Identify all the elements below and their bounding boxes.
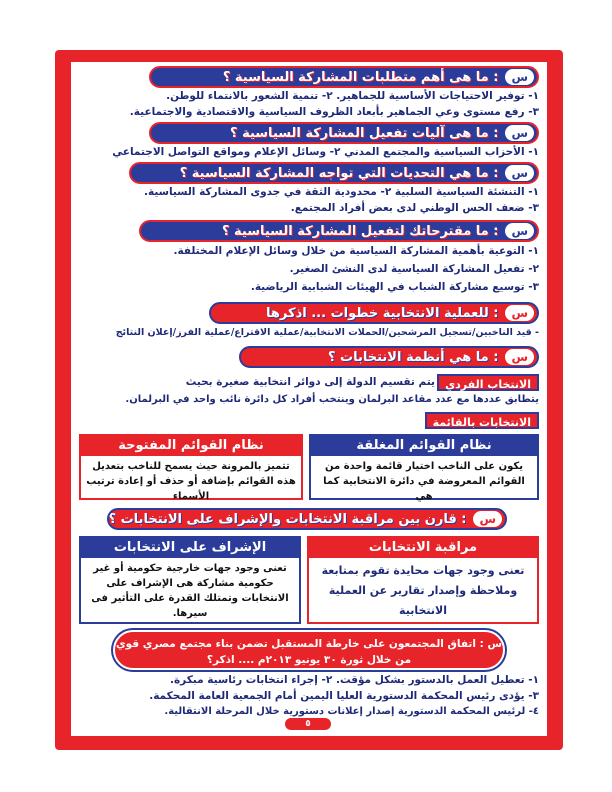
answer-line: ٤- لرئيس المحكمة الدستورية إصدار إعلانات دستورية خلال المرحلة الانتقالية. bbox=[164, 706, 539, 717]
question-text: : للعملية الانتخابية خطوات ... اذكرها bbox=[266, 305, 499, 321]
supervision-box bbox=[79, 536, 301, 624]
answer-line: - قيد الناخبين/تسجيل المرشحين/الحملات الانتخابية/عملية الاقتراع/عملية الفرز/إعلان النتائج bbox=[115, 327, 539, 338]
question-header-6 bbox=[239, 346, 539, 368]
answer-line: ١- التنشئة السياسية السلبية ٢- محدودية الثقة في جدوى المشاركة السياسية. bbox=[143, 186, 539, 198]
answer-line: ٣- رفع مستوى وعي الجماهير بأبعاد الظروف السياسية والاقتصادية والاجتماعية. bbox=[129, 106, 539, 118]
answer-line: ٣- توسيع مشاركة الشباب في الهيئات الشبابية الرياضية. bbox=[250, 281, 539, 293]
open-list-body: تتميز بالمرونة حيث يسمح للناخب بتعديل هذه القوائم بإضافة أو حذف أو إعادة ترتيب الأسماء bbox=[86, 461, 296, 502]
open-list-box bbox=[79, 434, 303, 500]
page-number: ٥ bbox=[285, 718, 331, 730]
individual-election-banner: الانتخاب الفردي bbox=[437, 374, 539, 391]
question-text: : ما مقترحاتك لتفعيل المشاركة السياسية ؟ bbox=[221, 223, 499, 239]
question-header-2 bbox=[149, 122, 539, 144]
question-tag: س bbox=[505, 125, 534, 141]
question-tag: س bbox=[505, 349, 534, 365]
question-header-8 bbox=[113, 630, 505, 670]
question-text: : ما هى آليات تفعيل المشاركة السياسية ؟ bbox=[230, 125, 499, 141]
list-elections-banner: الانتخابات بالقائمة bbox=[425, 412, 539, 429]
individual-line-1: يتم تقسيم الدولة إلى دوائر انتخابية صغيرة بحيث bbox=[185, 376, 435, 388]
open-list-title: نظام القوائم المفتوحة bbox=[81, 436, 301, 456]
question-tag: س bbox=[473, 511, 502, 527]
answer-line: ١- التوعية بأهمية المشاركة السياسية من خلال وسائل الإعلام المختلفة. bbox=[173, 245, 539, 257]
answer-line: ١- توفير الاحتياجات الأساسية للجماهير. ٢- تنمية الشعور بالانتماء للوطن. bbox=[166, 90, 539, 102]
question-header-3 bbox=[129, 162, 539, 184]
monitoring-box bbox=[307, 536, 539, 624]
closed-list-box bbox=[309, 434, 539, 500]
supervision-body: تعنى وجود جهات خارجية حكومية أو غير حكومية مشاركة هى الإشراف على الانتخابات وتمتلك القدرة على التأثير فى سيرها. bbox=[91, 563, 289, 619]
question-header-5 bbox=[209, 302, 539, 324]
question-header-4 bbox=[139, 220, 539, 242]
question-text-line-2: من خلال ثورة ٣٠ يونيو ٢٠١٣م .... اذكر؟ bbox=[206, 654, 412, 666]
closed-list-title: نظام القوائم المغلقة bbox=[311, 436, 537, 456]
question-tag: س bbox=[505, 223, 534, 239]
answer-line: ١- الأحزاب السياسية والمجتمع المدني ٢- وسائل الإعلام ومواقع التواصل الاجتماعي bbox=[112, 146, 539, 158]
question-text: : ما هي التحديات التي تواجه المشاركة السياسية ؟ bbox=[179, 165, 499, 181]
question-tag: س bbox=[505, 305, 534, 321]
monitoring-title: مراقبة الانتخابات bbox=[309, 538, 537, 558]
answer-line: ٣- يؤدى رئيس المحكمة الدستورية العليا اليمين أمام الجمعية العامة المحكمة. bbox=[149, 690, 539, 702]
answer-line: ٢- تفعيل المشاركة السياسية لدى النشئ الصغير. bbox=[289, 263, 539, 275]
question-header-7 bbox=[107, 508, 507, 530]
question-header-1 bbox=[149, 66, 539, 88]
question-text-line-1: س : اتفاق المجتمعون على خارطة المستقبل تضمن بناء مجتمع مصري قوي bbox=[116, 638, 502, 650]
question-text: : ما هي أنظمة الانتخابات ؟ bbox=[327, 349, 499, 365]
question-tag: س bbox=[505, 69, 534, 85]
question-text: : ما هى أهم متطلبات المشاركة السياسية ؟ bbox=[222, 69, 499, 85]
page-content bbox=[71, 62, 547, 736]
question-text: : قارن بين مراقبة الانتخابات والإشراف على الانتخابات ؟ bbox=[108, 511, 467, 527]
answer-line: ٣- ضعف الحس الوطني لدى بعض أفراد المجتمع. bbox=[290, 202, 539, 214]
page-body bbox=[71, 62, 547, 736]
monitoring-body: تعنى وجود جهات محايدة تقوم بمتابعة وملاحظة وإصدار تقارير عن العملية الانتخابية bbox=[321, 564, 525, 617]
individual-line-2: يتطابق عددها مع عدد مقاعد البرلمان وينتخب أفراد كل دائرة نائب واحد في البرلمان. bbox=[125, 394, 539, 405]
answer-line: ١- تعطيل العمل بالدستور بشكل مؤقت. ٢- إجراء انتخابات رئاسية مبكرة. bbox=[169, 674, 539, 686]
supervision-title: الإشراف على الانتخابات bbox=[81, 538, 299, 558]
closed-list-body: يكون على الناخب اختيار قائمة واحدة من القوائم المعروضة في دائرة الانتخابية كما هي bbox=[323, 461, 525, 502]
question-tag: س bbox=[505, 165, 534, 181]
